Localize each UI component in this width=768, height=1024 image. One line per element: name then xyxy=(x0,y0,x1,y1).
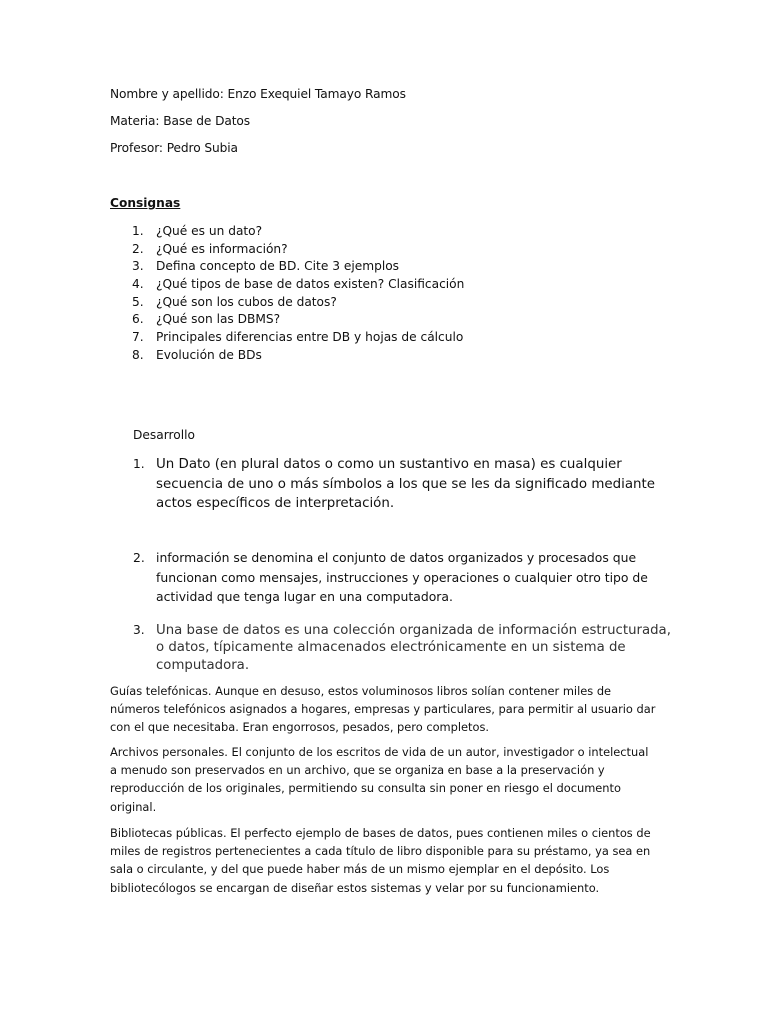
list-number: 3. xyxy=(133,623,145,637)
example-paragraph: Guías telefónicas. Aunque en desuso, estos voluminosos libros solían contener miles de números telefónicos asignados a hogares, empresas y particulares, para permitir al usuario dar con el que necesitaba. Eran engorrosos, pesados, pero completos. xyxy=(110,684,656,735)
list-number: 4. xyxy=(132,277,144,292)
list-number: 6. xyxy=(132,312,144,327)
consigna-text: ¿Qué tipos de base de datos existen? Clasificación xyxy=(156,277,465,292)
consigna-text: ¿Qué es información? xyxy=(156,241,288,256)
consigna-item xyxy=(110,223,464,241)
consigna-item xyxy=(110,276,464,294)
consigna-item xyxy=(110,311,464,329)
consigna-text: Defina concepto de BD. Cite 3 ejemplos xyxy=(156,259,400,274)
list-number: 2. xyxy=(132,241,144,256)
student-name-line: Nombre y apellido: Enzo Exequiel Tamayo Ramos xyxy=(110,87,406,101)
list-number: 3. xyxy=(132,259,144,274)
answer-text: Un Dato (en plural datos o como un sustantivo en masa) es cualquier secuencia de uno o más símbolos a los que se les da significado mediante actos específicos de interpretación. xyxy=(156,457,656,512)
list-number: 7. xyxy=(132,330,144,345)
list-number: 8. xyxy=(132,347,144,362)
consignas-heading: Consignas xyxy=(110,196,181,210)
list-number: 5. xyxy=(132,294,144,309)
subject-line: Materia: Base de Datos xyxy=(110,114,251,128)
consigna-text: Evolución de BDs xyxy=(156,347,262,362)
consigna-item xyxy=(110,294,464,312)
consigna-text: Principales diferencias entre DB y hojas de cálculo xyxy=(156,330,464,345)
consigna-text: ¿Qué es un dato? xyxy=(156,224,263,238)
consignas-list xyxy=(110,223,464,365)
desarrollo-heading: Desarrollo xyxy=(133,428,195,442)
consigna-text: ¿Qué son las DBMS? xyxy=(156,312,281,327)
list-number: 2. xyxy=(133,550,145,565)
professor-line: Profesor: Pedro Subia xyxy=(110,141,238,155)
answer-text: Una base de datos es una colección organizada de información estructurada, o datos, típicamente almacenados electrónicamente en un sistema de computadora. xyxy=(156,623,671,673)
consigna-item xyxy=(110,258,464,276)
consigna-item xyxy=(110,329,464,347)
consigna-item xyxy=(110,241,464,259)
example-paragraph: Bibliotecas públicas. El perfecto ejemplo de bases de datos, pues contienen miles o cientos de miles de registros pertenecientes a cada título de libro disponible para su préstamo, ya sea en sala o circulante, y del que puede haber más de un mismo ejemplar en el depósito. Los bibliotecólogos se encargan de diseñar estos sistemas y velar por su funcionamiento. xyxy=(110,826,651,895)
answer-text: información se denomina el conjunto de datos organizados y procesados que funcionan como mensajes, instrucciones y operaciones o cualquier otro tipo de actividad que tenga lugar en una computadora. xyxy=(156,550,648,605)
list-number: 1. xyxy=(132,224,144,238)
consigna-item xyxy=(110,347,464,365)
example-paragraph: Archivos personales. El conjunto de los escritos de vida de un autor, investigador o intelectual a menudo son preservados en un archivo, que se organiza en base a la preservación y reproducción de los originales, permitiendo su consulta sin poner en riesgo el documento original. xyxy=(110,745,649,814)
consigna-text: ¿Qué son los cubos de datos? xyxy=(156,294,337,309)
list-number: 1. xyxy=(133,457,145,471)
